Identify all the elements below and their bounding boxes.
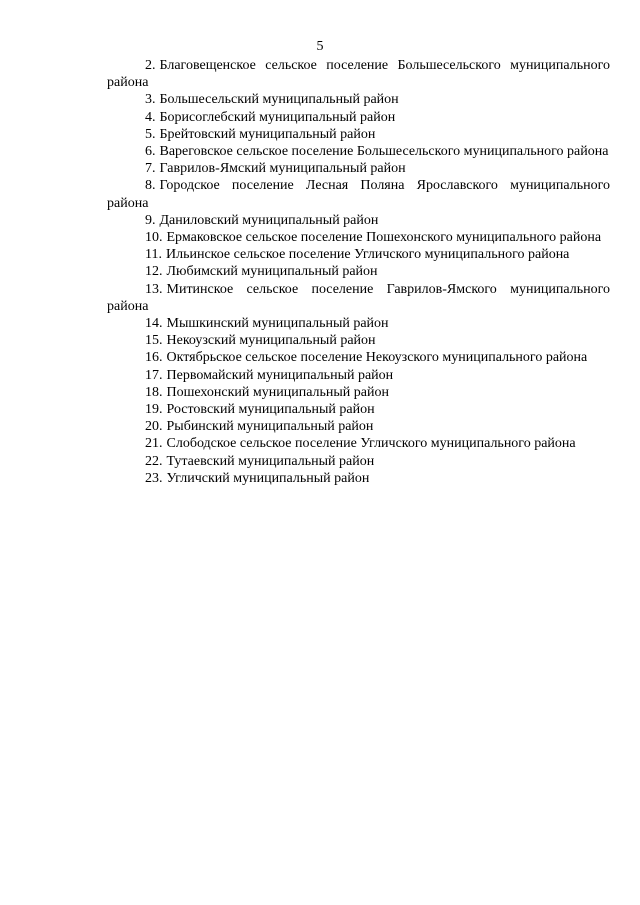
item-number: 23. — [145, 470, 163, 486]
item-number: 20. — [145, 419, 163, 435]
item-number: 22. — [145, 453, 163, 469]
list-item — [107, 212, 610, 229]
item-number: 4. — [145, 109, 156, 125]
list-item — [107, 470, 610, 487]
item-text: Ростовский муниципальный район — [166, 402, 375, 418]
list-item — [107, 160, 610, 177]
item-number: 19. — [145, 402, 163, 418]
item-text: Митинское сельское поселение Гаврилов-Ямского муниципального района — [107, 281, 610, 314]
list-item — [107, 384, 610, 401]
item-text: Ильинское сельское поселение Угличского муниципального района — [165, 247, 570, 263]
item-number: 12. — [145, 264, 163, 280]
list-item — [107, 435, 610, 452]
item-text: Любимский муниципальный район — [166, 264, 378, 280]
list-item — [107, 143, 610, 160]
item-text: Рыбинский муниципальный район — [166, 419, 374, 435]
list-item — [107, 229, 610, 246]
item-number: 15. — [145, 333, 163, 349]
item-text: Пошехонский муниципальный район — [166, 384, 389, 400]
list-item — [107, 177, 610, 211]
item-number: 7. — [145, 161, 156, 177]
item-text: Ермаковское сельское поселение Пошехонского муниципального района — [166, 230, 602, 246]
item-number: 16. — [145, 350, 163, 366]
item-number: 14. — [145, 316, 163, 332]
list-item — [107, 367, 610, 384]
list-item — [107, 418, 610, 435]
item-text: Благовещенское сельское поселение Большесельского муниципального района — [107, 58, 610, 91]
list-item — [107, 349, 610, 366]
item-text: Слободское сельское поселение Угличского муниципального района — [166, 436, 576, 452]
list-item — [107, 315, 610, 332]
item-number: 8. — [145, 178, 156, 194]
list-item — [107, 401, 610, 418]
item-number: 5. — [145, 126, 156, 142]
item-text: Тутаевский муниципальный район — [166, 453, 375, 469]
list-item — [107, 126, 610, 143]
page-number: 5 — [316, 39, 324, 54]
item-number: 9. — [145, 212, 156, 228]
item-number: 21. — [145, 436, 163, 452]
item-text: Большесельский муниципальный район — [159, 92, 399, 108]
item-text: Угличский муниципальный район — [166, 470, 370, 486]
item-text: Брейтовский муниципальный район — [159, 126, 376, 142]
municipality-list — [107, 57, 610, 487]
item-text: Даниловский муниципальный район — [159, 212, 379, 228]
list-item — [107, 332, 610, 349]
item-text: Октябрьское сельское поселение Некоузского муниципального района — [166, 350, 588, 366]
list-item — [107, 57, 610, 91]
item-number: 13. — [145, 281, 163, 297]
item-text: Городское поселение Лесная Поляна Ярославского муниципального района — [107, 178, 610, 211]
list-item — [107, 453, 610, 470]
item-text: Гаврилов-Ямский муниципальный район — [159, 161, 406, 177]
item-text: Борисоглебский муниципальный район — [159, 109, 396, 125]
item-number: 2. — [145, 58, 156, 73]
item-text: Первомайский муниципальный район — [166, 367, 394, 383]
item-number: 17. — [145, 367, 163, 383]
list-item — [107, 109, 610, 126]
item-number: 10. — [145, 230, 163, 246]
item-text: Некоузский муниципальный район — [166, 333, 376, 349]
list-item — [107, 263, 610, 280]
item-text: Вареговское сельское поселение Большесельского муниципального района — [159, 144, 609, 160]
list-item — [107, 91, 610, 108]
item-number: 3. — [145, 92, 156, 108]
item-number: 11. — [145, 247, 162, 263]
list-item — [107, 246, 610, 263]
item-number: 18. — [145, 384, 163, 400]
item-text: Мышкинский муниципальный район — [166, 316, 389, 332]
item-number: 6. — [145, 144, 156, 160]
list-item — [107, 281, 610, 315]
